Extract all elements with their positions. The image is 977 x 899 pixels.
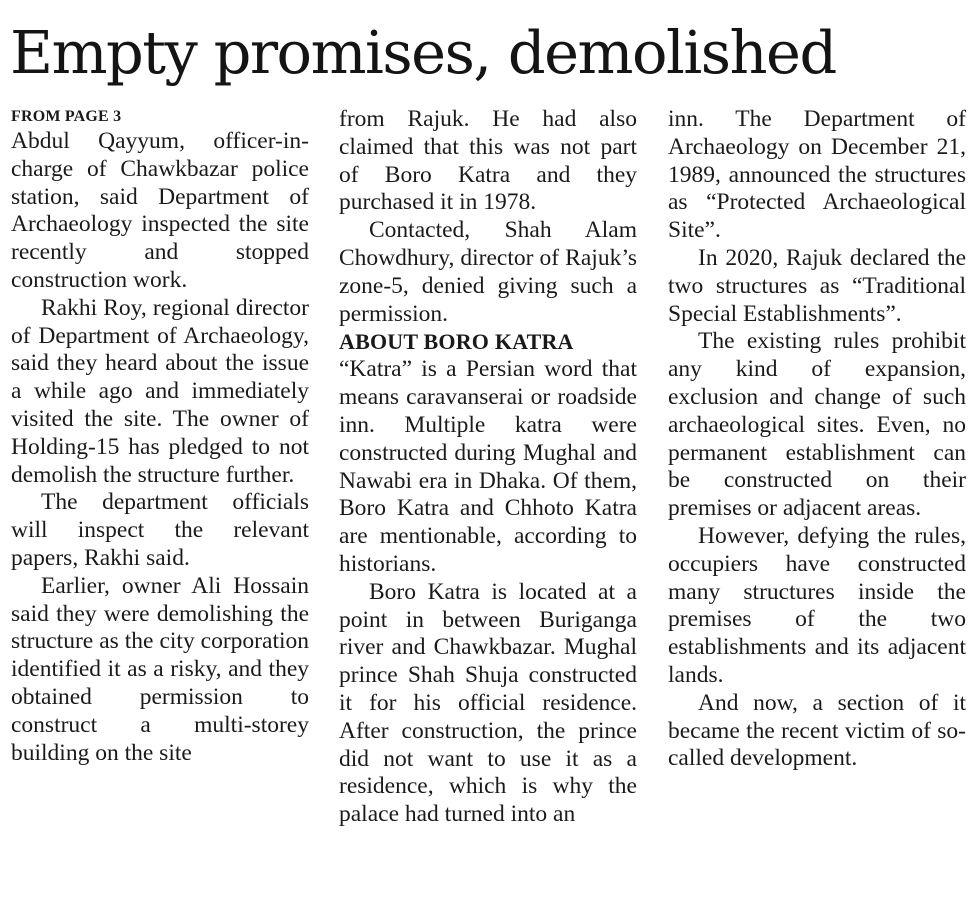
section-subhead: ABOUT BORO KATRA: [339, 329, 574, 355]
paragraph: from Rajuk. He had also claimed that this was not part of Boro Katra and they purchased it in 1978.: [339, 106, 637, 216]
paragraph: The existing rules prohibit any kind of expansion, exclusion and change of such archaeological sites. Even, no permanent establishment can be constructed on their premises or adjacent areas.: [668, 328, 966, 522]
paragraph: Boro Katra is located at a point in between Buriganga river and Chawkbazar. Mughal prince Shah Shuja constructed it for his official residence. After construction, the prince did not want to use it as a residence, which is why the palace had turned into an: [339, 578, 637, 828]
article-column-1: [11, 106, 309, 767]
paragraph: Earlier, owner Ali Hossain said they were demolishing the structure as the city corporation identified it as a risky, and they obtained permission to construct a multi-storey building on the site: [11, 572, 309, 766]
paragraph: Abdul Qayyum, officer-in-charge of Chawkbazar police station, said Department of Archaeology inspected the site recently and stopped construction work.: [11, 128, 309, 293]
paragraph: Contacted, Shah Alam Chowdhury, director of Rajuk’s zone-5, denied giving such a permission.: [339, 217, 637, 327]
paragraph: And now, a section of it became the recent victim of so-called development.: [668, 689, 966, 772]
headline: Empty promises, demolished: [10, 18, 836, 87]
article-column-3: [668, 106, 966, 773]
paragraph: inn. The Department of Archaeology on December 21, 1989, announced the structures as “Protected Archaeological Site”.: [668, 106, 966, 244]
paragraph: However, defying the rules, occupiers have constructed many structures inside the premises of the two establishments and its adjacent lands.: [668, 522, 966, 688]
continuation-kicker: FROM PAGE 3: [11, 108, 122, 125]
paragraph: Rakhi Roy, regional director of Department of Archaeology, said they heard about the issue a while ago and immediately visited the site. The owner of Holding-15 has pledged to not demolish the structure further.: [11, 294, 309, 488]
paragraph: In 2020, Rajuk declared the two structures as “Traditional Special Establishments”.: [668, 244, 966, 327]
paragraph: The department officials will inspect the relevant papers, Rakhi said.: [11, 489, 309, 571]
article-column-2: [339, 106, 637, 829]
paragraph: “Katra” is a Persian word that means caravanserai or roadside inn. Multiple katra were constructed during Mughal and Nawabi era in Dhaka. Of them, Boro Katra and Chhoto Katra are mentionable, according to historians.: [339, 356, 637, 577]
